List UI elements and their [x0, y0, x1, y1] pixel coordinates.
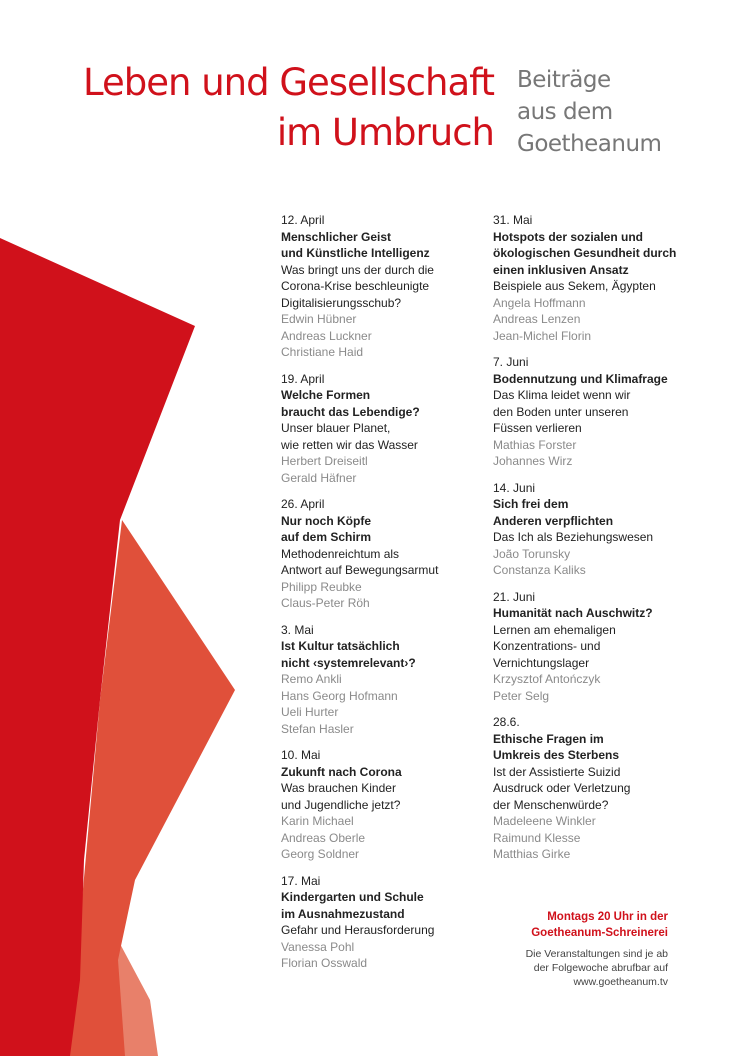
event-speaker: Johannes Wirz: [493, 454, 573, 468]
event-subtitle: Was brauchen Kinder: [281, 781, 396, 795]
event-topic: einen inklusiven Ansatz: [493, 262, 629, 277]
event-subtitle: Ist der Assistierte Suizid: [493, 764, 621, 779]
page-title: [83, 58, 494, 158]
event-date: 17. Mai: [281, 873, 321, 888]
event-date: 28.6.: [493, 715, 520, 729]
event-topic: Kindergarten und Schule: [281, 890, 424, 904]
event-topic: Umkreis des Sterbens: [493, 748, 620, 762]
event-speaker: Constanza Kaliks: [493, 563, 586, 577]
event-speaker: Georg Soldner: [281, 847, 360, 861]
event-subtitle: Füssen verlieren: [493, 421, 582, 435]
event-speaker: Christiane Haid: [281, 345, 364, 359]
event-item: [493, 589, 693, 705]
title-line-1: Leben und Gesellschaft: [83, 61, 494, 104]
event-item: [493, 354, 693, 470]
events-column-left: [281, 212, 481, 982]
event-speaker: Stefan Hasler: [281, 721, 354, 736]
event-speaker: Florian Osswald: [281, 956, 368, 970]
event-speaker: Vanessa Pohl: [281, 939, 355, 954]
event-topic: braucht das Lebendige?: [281, 404, 420, 419]
event-date: 31. Mai: [493, 213, 533, 227]
events-column-right: [493, 212, 693, 873]
footer-website-link[interactable]: www.goetheanum.tv: [573, 976, 668, 988]
event-speaker: Philipp Reubke: [281, 579, 362, 594]
title-line-2: im Umbruch: [276, 111, 494, 154]
event-speaker: Remo Ankli: [281, 672, 342, 686]
event-item: [281, 496, 481, 612]
event-topic: Nur noch Köpfe: [281, 513, 371, 528]
event-speaker: Angela Hoffmann: [493, 295, 586, 310]
event-date: 10. Mai: [281, 748, 321, 762]
event-speaker: Peter Selg: [493, 688, 550, 703]
subtitle-line-1: Beiträge: [517, 67, 611, 93]
event-topic: Ist Kultur tatsächlich: [281, 639, 400, 653]
event-date: 21. Juni: [493, 589, 536, 604]
event-speaker: Krzysztof Antończyk: [493, 672, 601, 686]
event-date: 7. Juni: [493, 355, 529, 369]
footer-note: [526, 947, 668, 989]
event-topic: Zukunft nach Corona: [281, 764, 402, 779]
event-speaker: Karin Michael: [281, 814, 354, 828]
event-speaker: Andreas Oberle: [281, 830, 366, 845]
event-speaker: Edwin Hübner: [281, 312, 357, 326]
page-subtitle: [517, 64, 661, 160]
event-speaker: Claus-Peter Röh: [281, 596, 370, 610]
event-speaker: Jean-Michel Florin: [493, 328, 592, 343]
event-topic: Humanität nach Auschwitz?: [493, 606, 653, 620]
subtitle-line-3: Goetheanum: [517, 131, 662, 157]
footer-highlight-line-2: Goetheanum-Schreinerei: [531, 927, 668, 939]
footer-info: [526, 909, 668, 989]
event-subtitle: Digitalisierungsschub?: [281, 295, 402, 310]
event-item: [493, 714, 693, 863]
event-date: 12. April: [281, 213, 325, 227]
event-speaker: Andreas Luckner: [281, 328, 372, 343]
event-speaker: Gerald Häfner: [281, 470, 357, 485]
event-topic: Bodennutzung und Klimafrage: [493, 371, 668, 386]
event-subtitle: Unser blauer Planet,: [281, 421, 391, 435]
event-speaker: Mathias Forster: [493, 437, 577, 452]
event-topic: Sich frei dem: [493, 497, 569, 511]
footer-note-line-1: Die Veranstaltungen sind je ab: [525, 948, 668, 960]
event-subtitle: Beispiele aus Sekem, Ägypten: [493, 279, 656, 293]
event-topic: im Ausnahmezustand: [281, 906, 405, 921]
event-topic: auf dem Schirm: [281, 530, 372, 544]
event-date: 26. April: [281, 497, 325, 511]
event-subtitle: Konzentrations- und: [493, 639, 601, 653]
event-topic: Welche Formen: [281, 388, 371, 402]
event-subtitle: Ausdruck oder Verletzung: [493, 781, 631, 795]
event-subtitle: wie retten wir das Wasser: [281, 437, 418, 452]
event-topic: Ethische Fragen im: [493, 731, 604, 746]
event-speaker: Raimund Klesse: [493, 830, 581, 845]
event-item: [281, 212, 481, 361]
event-speaker: Andreas Lenzen: [493, 312, 581, 326]
event-subtitle: Vernichtungslager: [493, 655, 590, 670]
event-speaker: Matthias Girke: [493, 847, 571, 861]
event-subtitle: und Jugendliche jetzt?: [281, 797, 401, 812]
event-subtitle: Lernen am ehemaligen: [493, 622, 616, 637]
event-subtitle: den Boden unter unseren: [493, 404, 629, 419]
event-subtitle: Das Ich als Beziehungswesen: [493, 530, 654, 544]
event-subtitle: Methodenreichtum als: [281, 546, 400, 561]
event-topic: und Künstliche Intelligenz: [281, 246, 430, 260]
event-speaker: João Torunsky: [493, 546, 571, 561]
event-item: [493, 212, 693, 344]
event-subtitle: der Menschenwürde?: [493, 797, 609, 812]
subtitle-line-2: aus dem: [517, 99, 613, 125]
event-item: [281, 371, 481, 487]
event-subtitle: Was bringt uns der durch die: [281, 262, 434, 277]
event-date: 14. Juni: [493, 480, 536, 495]
event-item: [281, 747, 481, 863]
event-speaker: Hans Georg Hofmann: [281, 688, 398, 703]
event-date: 3. Mai: [281, 622, 314, 637]
event-topic: nicht ‹systemrelevant›?: [281, 655, 416, 670]
event-item: [493, 480, 693, 579]
event-subtitle: Das Klima leidet wenn wir: [493, 388, 631, 402]
event-topic: Anderen verpflichten: [493, 513, 614, 528]
event-topic: ökologischen Gesundheit durch: [493, 246, 677, 260]
event-topic: Hotspots der sozialen und: [493, 229, 644, 244]
event-item: [281, 873, 481, 972]
event-date: 19. April: [281, 371, 325, 386]
event-subtitle: Antwort auf Bewegungsarmut: [281, 563, 439, 577]
footer-note-line-2: der Folgewoche abrufbar auf: [533, 962, 668, 974]
event-speaker: Herbert Dreiseitl: [281, 454, 368, 468]
event-speaker: Madeleene Winkler: [493, 814, 596, 828]
event-subtitle: Corona-Krise beschleunigte: [281, 279, 430, 293]
footer-highlight-line-1: Montags 20 Uhr in der: [547, 911, 668, 923]
event-subtitle: Gefahr und Herausforderung: [281, 923, 435, 937]
event-topic: Menschlicher Geist: [281, 229, 392, 244]
event-speaker: Ueli Hurter: [281, 705, 339, 719]
event-item: [281, 622, 481, 738]
